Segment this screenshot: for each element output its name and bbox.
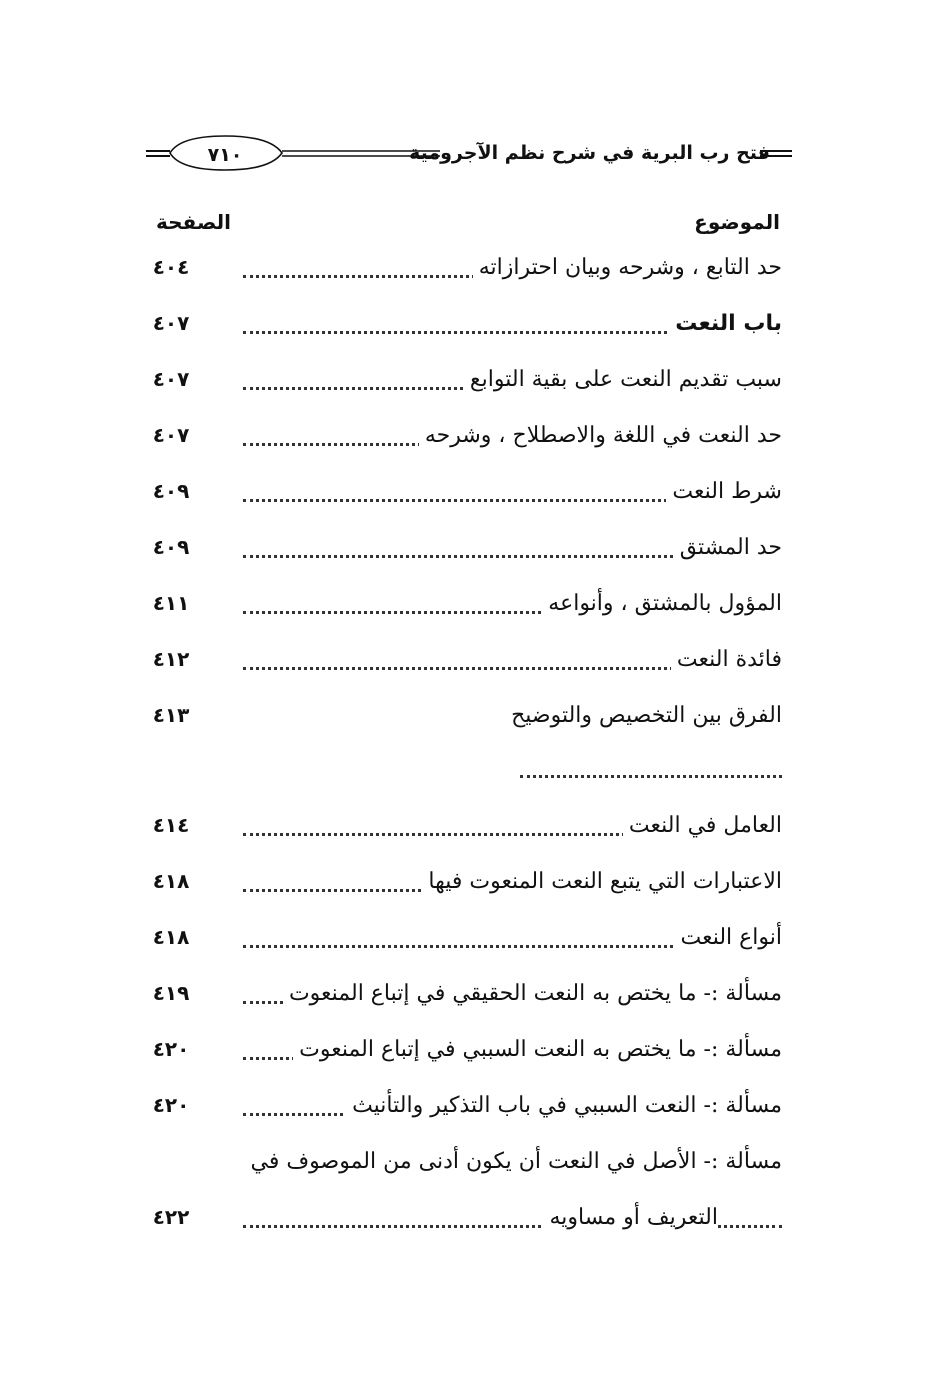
page-column-heading: الصفحة [156,210,232,234]
entry-title: فائدة النعت [671,647,782,672]
toc-entry [152,1205,782,1245]
entry-page: ٤٠٤ [152,255,190,279]
toc-entry [157,1149,782,1189]
entry-page: ٤٢٠ [152,1037,190,1061]
entry-title: المؤول بالمشتق ، وأنواعه [542,591,782,616]
toc-entry [152,367,782,407]
toc-entry [152,869,782,909]
toc-entry [152,813,782,853]
toc-entry [152,591,782,631]
running-header [140,120,800,190]
entry-page: ٤٠٧ [152,423,190,447]
entry-page: ٤٠٧ [152,311,190,335]
entry-title: مسألة :- ما يختص به النعت الحقيقي في إتباع المنعوت [283,981,782,1006]
entry-page: ٤٢٠ [152,1093,190,1117]
toc-entry [152,1037,782,1077]
entry-page: ٤٠٧ [152,367,190,391]
toc-entry [152,981,782,1021]
toc-entry [152,479,782,519]
entry-title: أنواع النعت [674,925,782,950]
entry-page: ٤١٩ [152,981,190,1005]
toc-entry [152,647,782,687]
entry-title: سبب تقديم النعت على بقية التوابع [464,367,782,392]
entry-title: شرط النعت [666,479,782,504]
entry-page: ٤١١ [152,591,190,615]
entry-page: ٤١٣ [152,703,190,727]
entry-page: ٤٢٢ [152,1205,190,1229]
topic-column-heading: الموضوع [694,210,780,234]
toc-entry [152,423,782,463]
toc-entry [152,1093,782,1133]
entry-title: الفرق بين التخصيص والتوضيح [505,703,782,728]
toc-entry [152,535,782,575]
entry-page: ٤٠٩ [152,479,190,503]
entry-page: ٤١٨ [152,925,190,949]
entry-title: مسألة :- الأصل في النعت أن يكون أدنى من الموصوف في [245,1149,782,1174]
entry-title: حد النعت في اللغة والاصطلاح ، وشرحه [419,423,782,448]
dot-leader-continuation [520,775,782,778]
entry-title: الاعتبارات التي يتبع النعت المنعوت فيها [422,869,782,894]
entry-title: حد المشتق [674,535,782,560]
entry-page: ٤١٨ [152,869,190,893]
toc-entry [152,255,782,295]
entry-page: ٤١٢ [152,647,190,671]
entry-title: حد التابع ، وشرحه وبيان احترازاته [473,255,782,280]
entry-title: العامل في النعت [623,813,782,838]
toc-entry [152,703,782,743]
entry-page: ٤١٤ [152,813,190,837]
entry-title: مسألة :- ما يختص به النعت السببي في إتباع المنعوت [293,1037,782,1062]
entry-page: ٤٠٩ [152,535,190,559]
entry-title: التعريف أو مساويه [544,1205,718,1230]
toc-entry [152,925,782,965]
entry-title: باب النعت [669,311,782,336]
toc-entry [152,311,782,351]
page-number: ٧١٠ [207,144,243,166]
book-title: فتح رب البرية في شرح نظم الآجرومية [409,142,770,164]
entry-title: مسألة :- النعت السببي في باب التذكير والتأنيث [346,1093,782,1118]
